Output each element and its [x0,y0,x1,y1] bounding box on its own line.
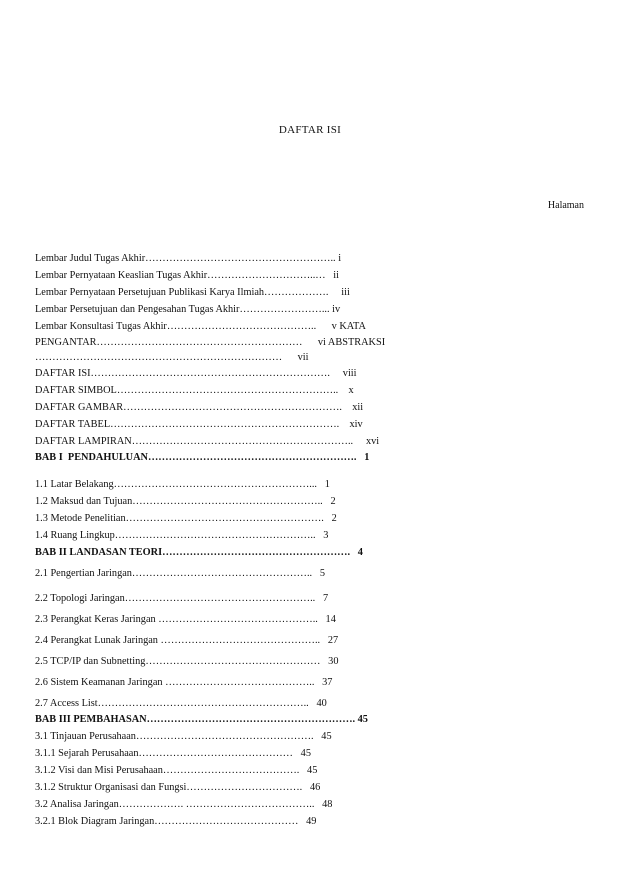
toc-entry: 2.5 TCP/IP dan Subnetting…………………………………………… 30 [35,656,339,667]
toc-entry: 3.1.1 Sejarah Perusahaan……………………………………… 45 [35,748,311,759]
toc-entry: 2.7 Access List…………………………………………………….. 40 [35,698,327,709]
toc-entry: Lembar Pernyataan Keaslian Tugas Akhir…………………………..… ii [35,270,340,281]
toc-entry: Lembar Pernyataan Persetujuan Publikasi Karya Ilmiah………………. iii [35,287,350,298]
toc-entry: 1.4 Ruang Lingkup………………………………………………….. 3 [35,530,329,541]
toc-entry: BAB III PEMBAHASAN……………………………………………………. 45 [35,714,368,725]
toc-entry: 3.1 Tinjauan Perusahaan……………………………………………. 45 [35,731,332,742]
toc-entry: PENGANTAR…………………………………………………… vi ABSTRAKSI [35,337,386,348]
toc-entry: 2.1 Pengertian Jaringan…………………………………………….. 5 [35,568,326,579]
toc-entry: Lembar Judul Tugas Akhir……………………………………………….. i [35,253,342,264]
toc-entry: 3.1.2 Visi dan Misi Perusahaan…………………………………. 45 [35,765,318,776]
toc-entry: 1.2 Maksud dan Tujuan……………………………………………….. 2 [35,496,336,507]
toc-entry: Lembar Konsultasi Tugas Akhir…………………………………….. v KATA [35,321,366,332]
halaman-label: Halaman [547,200,584,211]
toc-entry: 2.6 Sistem Keamanan Jaringan …………………………………….. 37 [35,677,333,688]
toc-entry: 2.2 Topologi Jaringan……………………………………………….. 7 [35,593,329,604]
toc-entry: 3.2.1 Blok Diagram Jaringan…………………………………… 49 [35,816,317,827]
toc-entry: 3.2 Analisa Jaringan………………. ……………………………….. 48 [35,799,333,810]
toc-entry: 2.3 Perangkat Keras Jaringan ……………………………………….. 14 [35,614,336,625]
toc-entry: DAFTAR ISI……………………………………………………………. viii [35,368,357,379]
toc-entry: 3.1.2 Struktur Organisasi dan Fungsi……………………………. 46 [35,782,321,793]
toc-entry: DAFTAR GAMBAR………………………………………………………. xii [35,402,364,413]
toc-entry: DAFTAR LAMPIRAN……………………………………………………….. xvi [35,436,380,447]
page-title: DAFTAR ISI [278,124,342,136]
toc-entry: ……………………………………………………………… vii [35,352,309,363]
toc-entry: 1.3 Metode Penelitian…………………………………………………. 2 [35,513,337,524]
toc-entry: BAB I PENDAHULUAN……………………………………………………. 1 [35,452,370,463]
toc-entry: Lembar Persetujuan dan Pengesahan Tugas Akhir……………………... iv [35,304,341,315]
toc-entry: 1.1 Latar Belakang…………………………………………………... 1 [35,479,330,490]
toc-entry: DAFTAR SIMBOL……………………………………………………….. x [35,385,354,396]
toc-entry: DAFTAR TABEL…………………………………………………………. xiv [35,419,363,430]
toc-entry: 2.4 Perangkat Lunak Jaringan ……………………………………….. 27 [35,635,339,646]
toc-entry: BAB II LANDASAN TEORI………………………………………………. 4 [35,547,363,558]
